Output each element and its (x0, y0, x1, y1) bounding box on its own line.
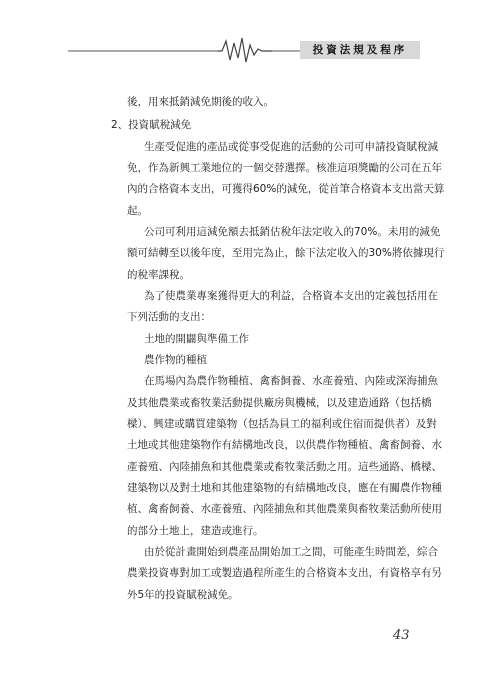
text-line: 由於從計畫開始到農產品開始加工之間，可能產生時間差，綜合 (144, 546, 438, 558)
text-line: 下列活動的支出： (127, 311, 211, 323)
text-line: 外5年的投資賦稅減免。 (127, 589, 239, 601)
text-line: 內的合格資本支出，可獲得60%的減免，從首筆合格資本支出當天算 (127, 183, 445, 195)
page-header (0, 0, 480, 70)
text-line: 土地或其他建築物作有結構地改良，以供農作物種植、禽畜飼養、水 (127, 439, 442, 451)
text-line: 植、禽畜飼養、水產養殖、內陸捕魚和其他農業與畜牧業活動所使用 (127, 503, 442, 515)
text-line: 樑）、興建或購買建築物（包括為員工的福利或住宿而提供者）及對 (127, 418, 437, 430)
text-line: 的稅率課稅。 (127, 269, 190, 281)
text-line: 為了使農業專案獲得更大的利益，合格資本支出的定義包括用在 (144, 290, 438, 302)
text-line: 起。 (127, 205, 148, 217)
text-line: 農業投資專對加工或製造過程所產生的合格資本支出，有資格享有另 (127, 567, 442, 579)
text-line: 免，作為新興工業地位的一個交替選擇。核准這項獎勵的公司在五年 (127, 162, 442, 174)
text-line: 在馬場內為農作物種植、禽畜飼養、水產養殖、內陸或深海捕魚 (144, 375, 438, 387)
list-item: 農作物的種植 (144, 354, 207, 366)
text-line: 額可結轉至以後年度，至用完為止，餘下法定收入的30%將依據現行 (127, 247, 445, 259)
text-line: 生產受促進的產品或從事受促進的活動的公司可申請投資賦稅減 (144, 141, 438, 153)
header-section-title: 投資法規及程序 (300, 41, 420, 59)
section-heading: 2、投資賦稅減免 (111, 119, 192, 131)
text-line: 的部分土地上，建造或進行。 (127, 525, 264, 537)
list-item: 土地的開闢與準備工作 (144, 333, 249, 345)
text-line: 公司可利用這減免額去抵銷估稅年法定收入的70%。未用的減免 (144, 226, 441, 238)
page-number: 43 (393, 628, 410, 643)
header-rule-heartbeat-graphic (0, 0, 480, 70)
text-line: 產養殖、內陸捕魚和其他農業或畜牧業活動之用。這些通路、橋樑、 (127, 461, 442, 473)
text-line: 及其他農業或畜牧業活動提供廠房與機械，以及建造通路（包括橋 (127, 397, 432, 409)
text-line: 後，用來抵銷減免期後的收入。 (127, 96, 274, 108)
text-line: 建築物以及對土地和其他建築物的有結構地改良，應在有關農作物種 (127, 482, 442, 494)
